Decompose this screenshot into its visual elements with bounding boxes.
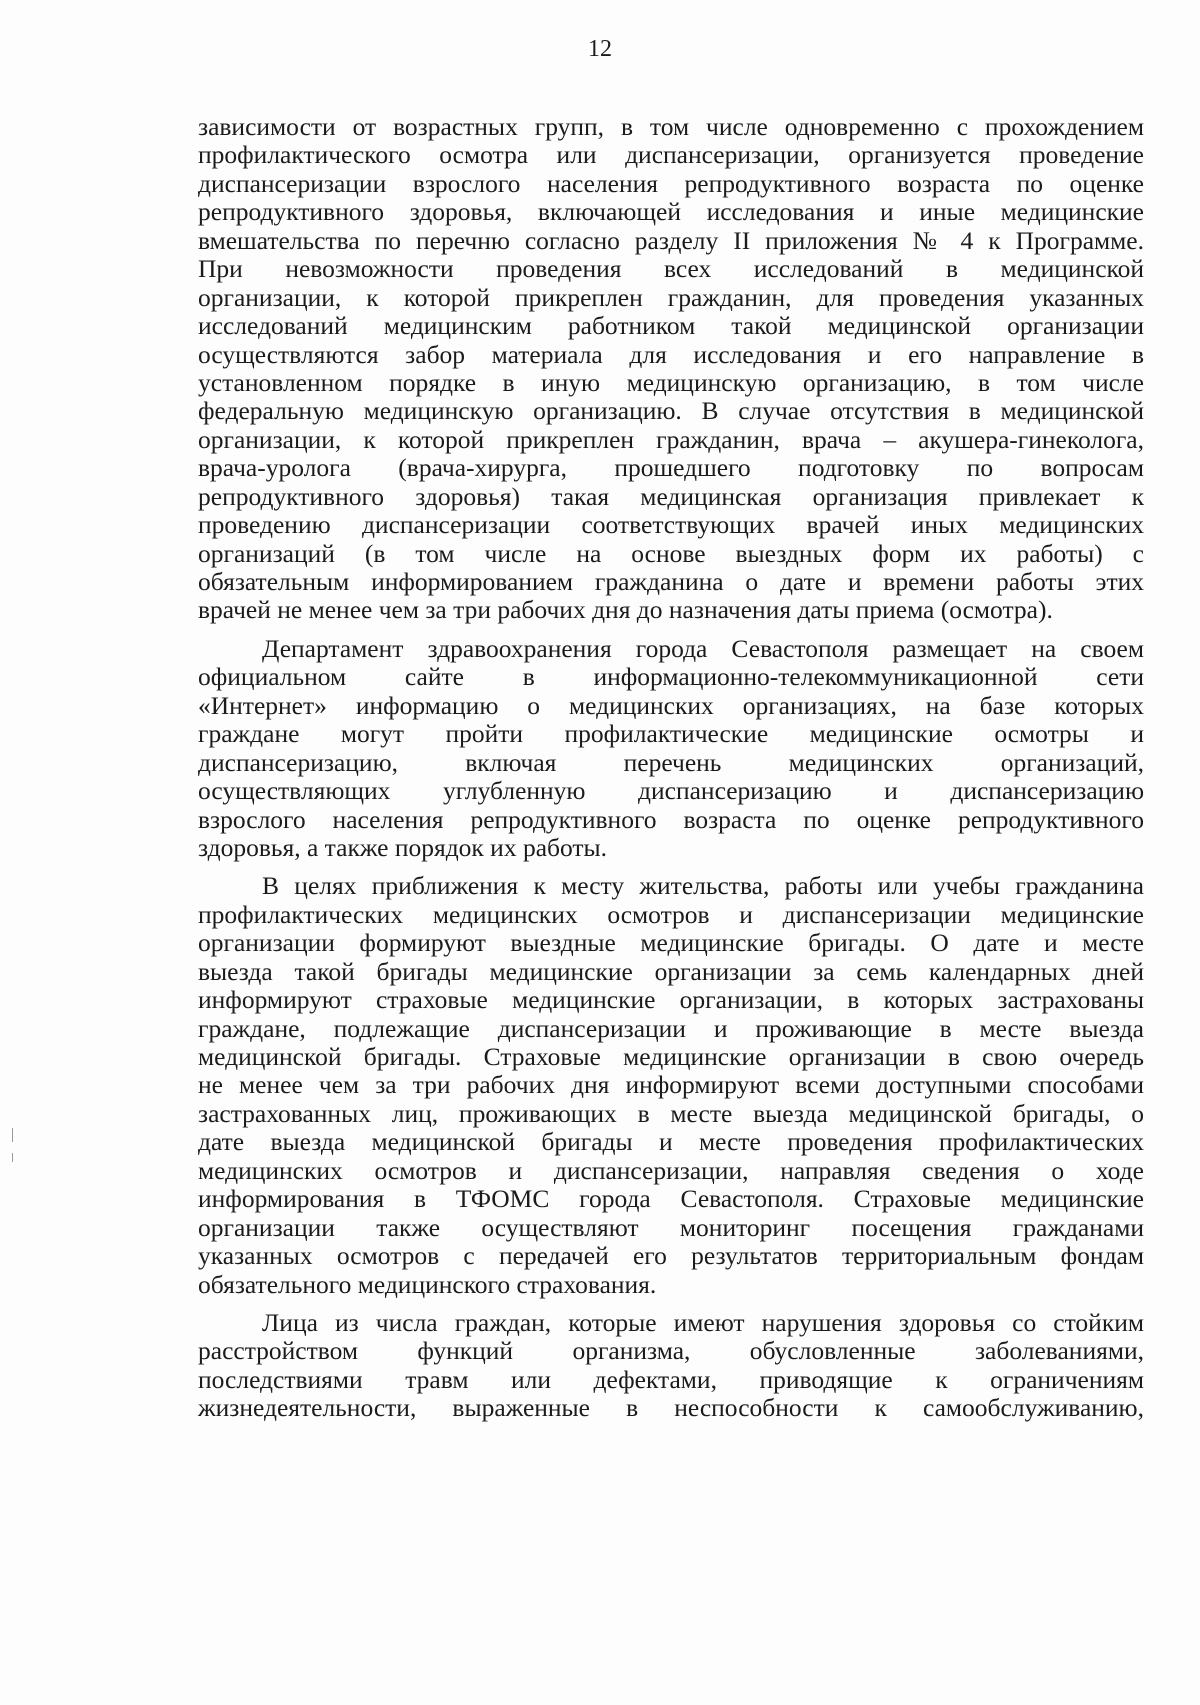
text-line: исследований медицинским работником такой медицинской организации — [198, 311, 1144, 341]
text-line: федеральную медицинскую организацию. В случае отсутствия в медицинской — [198, 396, 1144, 426]
text-line: официальном сайте в информационно-телекоммуникационной сети — [198, 662, 1144, 692]
text-line: врачей не менее чем за три рабочих дня до назначения даты приема (осмотра). — [198, 595, 1053, 625]
text-line: не менее чем за три рабочих дня информируют всеми доступными способами — [198, 1070, 1144, 1100]
scan-artifact-mark — [12, 1153, 13, 1162]
text-line: Лица из числа граждан, которые имеют нарушения здоровья со стойким — [262, 1307, 1144, 1337]
text-line: профилактических медицинских осмотров и диспансеризации медицинские — [198, 899, 1144, 929]
text-line: диспансеризацию, включая перечень медицинских организаций, — [198, 747, 1144, 777]
text-line: организаций (в том числе на основе выездных форм их работы) с — [198, 538, 1144, 568]
text-line: организации также осуществляют мониторинг посещения гражданами — [198, 1212, 1144, 1242]
text-line: зависимости от возрастных групп, в том числе одновременно с прохождением — [198, 112, 1144, 141]
text-line: взрослого населения репродуктивного возраста по оценке репродуктивного — [198, 804, 1144, 834]
text-line: вмешательства по перечню согласно разделу II приложения № 4 к Программе. — [198, 225, 1144, 255]
text-line: застрахованных лиц, проживающих в месте выезда медицинской бригады, о — [198, 1098, 1144, 1128]
text-line: Департамент здравоохранения города Севастополя размещает на своем — [262, 633, 1144, 663]
text-line: медицинской бригады. Страховые медицинские организации в свою очередь — [198, 1042, 1144, 1071]
text-line: организации, к которой прикреплен гражданин, для проведения указанных — [198, 282, 1144, 312]
text-line: граждане могут пройти профилактические медицинские осмотры и — [198, 719, 1144, 749]
paragraph — [198, 1309, 1144, 1423]
text-line: обязательным информированием гражданина о дате и времени работы этих — [198, 567, 1144, 596]
text-line: дате выезда медицинской бригады и месте проведения профилактических — [198, 1127, 1144, 1157]
text-line: репродуктивного здоровья) такая медицинская организация привлекает к — [198, 481, 1144, 511]
text-line: организации формируют выездные медицинские бригады. О дате и месте — [198, 928, 1144, 958]
text-line: медицинских осмотров и диспансеризации, направляя сведения о ходе — [198, 1155, 1144, 1185]
text-line: врача-уролога (врача-хирурга, прошедшего подготовку по вопросам — [198, 453, 1144, 483]
text-line: репродуктивного здоровья, включающей исследования и иные медицинские — [198, 197, 1144, 227]
text-line: диспансеризации взрослого населения репродуктивного возраста по оценке — [198, 168, 1144, 198]
text-line: жизнедеятельности, выраженные в неспособности к самообслуживанию, — [198, 1393, 1144, 1423]
text-line: информируют страховые медицинские организации, в которых застрахованы — [198, 985, 1144, 1015]
scan-artifact-mark — [12, 1128, 13, 1142]
text-line: профилактического осмотра или диспансеризации, организуется проведение — [198, 140, 1144, 170]
paragraph — [198, 113, 1144, 625]
text-line: установленном порядке в иную медицинскую организацию, в том числе — [198, 367, 1144, 397]
text-line: осуществляющих углубленную диспансеризацию и диспансеризацию — [198, 776, 1144, 806]
text-line: осуществляются забор материала для исследования и его направление в — [198, 339, 1144, 369]
text-line: последствиями травм или дефектами, приводящие к ограничениям — [198, 1364, 1144, 1394]
paragraph — [198, 635, 1144, 863]
text-line: В целях приближения к месту жительства, работы или учебы гражданина — [262, 871, 1144, 901]
text-line: указанных осмотров с передачей его результатов территориальным фондам — [198, 1241, 1144, 1271]
page-number: 12 — [588, 36, 612, 62]
text-line: выезда такой бригады медицинские организации за семь календарных дней — [198, 956, 1144, 986]
paragraph — [198, 872, 1144, 1299]
text-line: обязательного медицинского страхования. — [198, 1269, 657, 1299]
text-line: информирования в ТФОМС города Севастополя. Страховые медицинские — [198, 1184, 1144, 1214]
text-line: При невозможности проведения всех исследований в медицинской — [198, 254, 1144, 284]
text-line: здоровья, а также порядок их работы. — [198, 832, 608, 862]
text-line: проведению диспансеризации соответствующих врачей иных медицинских — [198, 510, 1144, 540]
text-line: «Интернет» информацию о медицинских организациях, на базе которых — [198, 690, 1144, 720]
text-line: расстройством функций организма, обусловленные заболеваниями, — [198, 1336, 1144, 1366]
text-line: организации, к которой прикреплен гражданин, врача – акушера-гинеколога, — [198, 424, 1144, 454]
text-line: граждане, подлежащие диспансеризации и проживающие в месте выезда — [198, 1013, 1144, 1043]
document-body — [198, 113, 1144, 1423]
